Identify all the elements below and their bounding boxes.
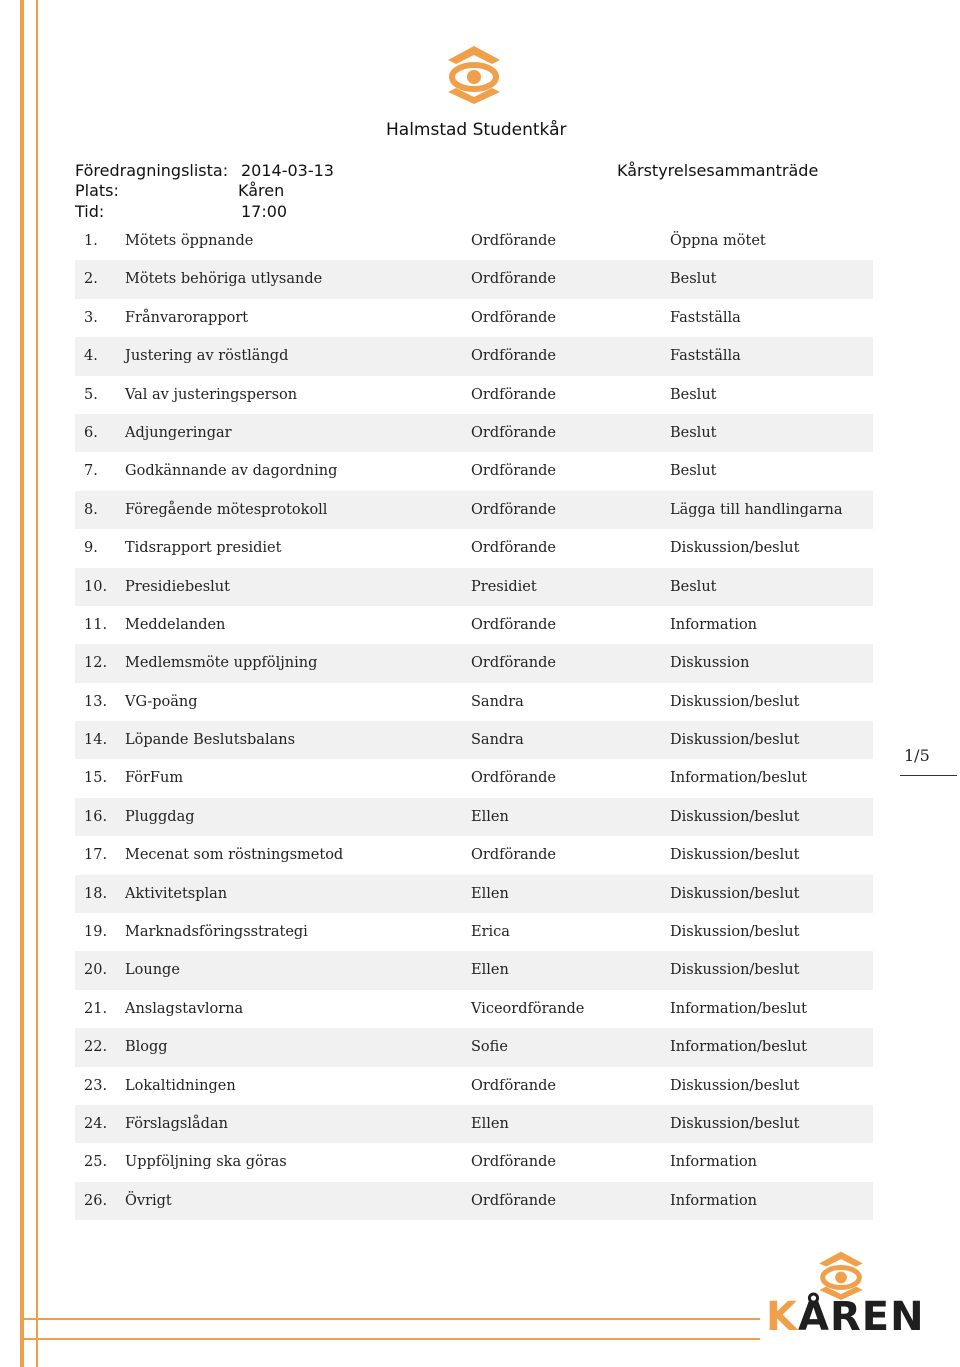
- agenda-item-responsible: Ordförande: [471, 348, 556, 365]
- agenda-row: [75, 222, 873, 260]
- agenda-item-action: Diskussion/beslut: [670, 847, 800, 864]
- agenda-item-responsible: Ordförande: [471, 501, 556, 518]
- place-value: Kåren: [238, 181, 285, 200]
- agenda-item-title: Godkännande av dagordning: [125, 463, 338, 480]
- agenda-item-action: Beslut: [670, 578, 717, 595]
- agenda-item-responsible: Ordförande: [471, 386, 556, 403]
- page-indicator-underline: [900, 775, 957, 776]
- agenda-item-title: Löpande Beslutsbalans: [125, 732, 296, 749]
- agenda-item-title: Aktivitetsplan: [125, 885, 228, 902]
- agenda-item-title: Presidiebeslut: [125, 578, 230, 595]
- agenda-item-number: 22.: [84, 1039, 108, 1056]
- left-border-thin: [36, 0, 38, 1367]
- agenda-item-action: Diskussion/beslut: [670, 885, 800, 902]
- agenda-item-action: Diskussion/beslut: [670, 540, 800, 557]
- agenda-item-action: Beslut: [670, 386, 717, 403]
- agenda-row: [75, 759, 873, 797]
- time-label: Tid:: [75, 202, 105, 221]
- agenda-item-number: 2.: [84, 271, 98, 288]
- agenda-item-responsible: Presidiet: [471, 578, 537, 595]
- agenda-item-action: Diskussion/beslut: [670, 962, 800, 979]
- agenda-item-number: 10.: [84, 578, 108, 595]
- agenda-row: [75, 452, 873, 490]
- agenda-item-title: Meddelanden: [125, 616, 226, 633]
- agenda-item-responsible: Ordförande: [471, 309, 556, 326]
- agenda-item-action: Diskussion/beslut: [670, 732, 800, 749]
- agenda-item-responsible: Ellen: [471, 962, 509, 979]
- agenda-item-title: Mecenat som röstningsmetod: [125, 847, 344, 864]
- agenda-item-title: Lokaltidningen: [125, 1077, 236, 1094]
- agenda-row: [75, 913, 873, 951]
- agenda-row: [75, 1067, 873, 1105]
- agenda-item-title: Mötets öppnande: [125, 233, 254, 249]
- agenda-date: 2014-03-13: [241, 161, 334, 180]
- agenda-item-number: 9.: [84, 540, 98, 557]
- agenda-item-responsible: Ordförande: [471, 233, 556, 249]
- agenda-item-action: Information: [670, 1192, 758, 1209]
- agenda-item-title: Justering av röstlängd: [125, 348, 289, 365]
- agenda-item-action: Fastställa: [670, 348, 741, 365]
- agenda-table: [75, 222, 873, 1220]
- meeting-type: Kårstyrelsesammanträde: [617, 161, 819, 180]
- agenda-item-number: 7.: [84, 463, 98, 480]
- agenda-item-title: Adjungeringar: [125, 424, 232, 441]
- agenda-row: [75, 951, 873, 989]
- agenda-item-title: Val av justeringsperson: [125, 386, 298, 403]
- agenda-item-title: Mötets behöriga utlysande: [125, 271, 323, 288]
- agenda-row: [75, 875, 873, 913]
- agenda-item-responsible: Sandra: [471, 732, 524, 749]
- time-value: 17:00: [241, 202, 288, 221]
- agenda-item-title: FörFum: [125, 770, 184, 787]
- agenda-row: [75, 337, 873, 375]
- agenda-item-number: 13.: [84, 693, 108, 710]
- agenda-item-responsible: Erica: [471, 924, 510, 941]
- agenda-item-responsible: Ordförande: [471, 847, 556, 864]
- agenda-item-number: 5.: [84, 386, 98, 403]
- agenda-item-title: Föregående mötesprotokoll: [125, 501, 328, 518]
- agenda-item-action: Lägga till handlingarna: [670, 501, 843, 518]
- agenda-row: [75, 260, 873, 298]
- agenda-item-responsible: Ordförande: [471, 1077, 556, 1094]
- agenda-item-number: 23.: [84, 1077, 108, 1094]
- agenda-item-responsible: Ordförande: [471, 540, 556, 557]
- organization-name: Halmstad Studentkår: [386, 120, 567, 140]
- agenda-item-action: Diskussion: [670, 655, 750, 672]
- agenda-item-number: 12.: [84, 655, 108, 672]
- agenda-item-responsible: Viceordförande: [471, 1000, 585, 1017]
- agenda-item-number: 17.: [84, 847, 108, 864]
- agenda-item-number: 11.: [84, 616, 108, 633]
- wordmark-k: K: [766, 1294, 798, 1340]
- agenda-item-number: 21.: [84, 1000, 108, 1017]
- agenda-row: [75, 606, 873, 644]
- agenda-item-action: Fastställa: [670, 309, 741, 326]
- agenda-item-number: 18.: [84, 885, 108, 902]
- bottom-border-lower: [20, 1338, 760, 1340]
- agenda-item-responsible: Ordförande: [471, 770, 556, 787]
- agenda-item-responsible: Ordförande: [471, 463, 556, 480]
- agenda-item-number: 26.: [84, 1192, 108, 1209]
- agenda-item-title: VG-poäng: [125, 693, 198, 710]
- agenda-row: [75, 529, 873, 567]
- left-border-thick: [20, 0, 24, 1367]
- agenda-item-number: 15.: [84, 770, 108, 787]
- agenda-item-number: 4.: [84, 348, 98, 365]
- agenda-row: [75, 1143, 873, 1181]
- agenda-item-responsible: Ellen: [471, 885, 509, 902]
- agenda-item-action: Öppna mötet: [670, 233, 766, 249]
- wordmark-rest: ÅREN: [798, 1294, 925, 1340]
- agenda-row: [75, 990, 873, 1028]
- agenda-row: [75, 491, 873, 529]
- agenda-item-number: 16.: [84, 808, 108, 825]
- agenda-row: [75, 798, 873, 836]
- agenda-item-action: Information/beslut: [670, 1000, 808, 1017]
- agenda-row: [75, 1182, 873, 1220]
- agenda-item-title: Frånvarorapport: [125, 309, 249, 326]
- agenda-item-title: Övrigt: [125, 1192, 172, 1209]
- agenda-row: [75, 1105, 873, 1143]
- agenda-item-title: Anslagstavlorna: [125, 1000, 244, 1017]
- agenda-label: Föredragningslista:: [75, 161, 229, 180]
- agenda-item-action: Information: [670, 616, 758, 633]
- agenda-item-responsible: Ellen: [471, 1115, 509, 1132]
- agenda-row: [75, 414, 873, 452]
- karen-eye-logo-small-icon: [812, 1250, 870, 1300]
- agenda-item-title: Tidsrapport presidiet: [125, 540, 282, 557]
- agenda-item-action: Information/beslut: [670, 1039, 808, 1056]
- agenda-item-number: 1.: [84, 233, 98, 249]
- agenda-row: [75, 836, 873, 874]
- agenda-row: [75, 683, 873, 721]
- agenda-item-responsible: Ordförande: [471, 616, 556, 633]
- agenda-item-responsible: Sandra: [471, 693, 524, 710]
- agenda-item-action: Diskussion/beslut: [670, 924, 800, 941]
- agenda-row: [75, 299, 873, 337]
- agenda-item-number: 24.: [84, 1115, 108, 1132]
- agenda-item-number: 3.: [84, 309, 98, 326]
- agenda-item-number: 14.: [84, 732, 108, 749]
- agenda-item-number: 25.: [84, 1154, 108, 1171]
- agenda-item-action: Diskussion/beslut: [670, 808, 800, 825]
- page-indicator: 1/5: [904, 746, 930, 765]
- agenda-item-action: Beslut: [670, 463, 717, 480]
- agenda-item-number: 19.: [84, 924, 108, 941]
- agenda-item-responsible: Ordförande: [471, 271, 556, 288]
- bottom-border-upper: [20, 1318, 760, 1320]
- agenda-item-title: Uppföljning ska göras: [125, 1154, 287, 1171]
- agenda-item-number: 6.: [84, 424, 98, 441]
- agenda-item-action: Information/beslut: [670, 770, 808, 787]
- agenda-item-title: Pluggdag: [125, 808, 195, 825]
- agenda-item-title: Marknadsföringsstrategi: [125, 924, 308, 941]
- agenda-item-action: Diskussion/beslut: [670, 1077, 800, 1094]
- agenda-item-responsible: Ordförande: [471, 655, 556, 672]
- agenda-item-action: Diskussion/beslut: [670, 1115, 800, 1132]
- agenda-item-action: Beslut: [670, 271, 717, 288]
- place-label: Plats:: [75, 181, 119, 200]
- agenda-row: [75, 1028, 873, 1066]
- agenda-item-responsible: Ordförande: [471, 1192, 556, 1209]
- agenda-item-number: 20.: [84, 962, 108, 979]
- agenda-item-title: Förslagslådan: [125, 1115, 228, 1132]
- agenda-item-number: 8.: [84, 501, 98, 518]
- karen-wordmark: [766, 1294, 925, 1340]
- agenda-item-responsible: Ordförande: [471, 1154, 556, 1171]
- agenda-row: [75, 721, 873, 759]
- agenda-item-action: Diskussion/beslut: [670, 693, 800, 710]
- agenda-item-action: Beslut: [670, 424, 717, 441]
- agenda-item-title: Blogg: [125, 1039, 168, 1056]
- agenda-item-responsible: Ordförande: [471, 424, 556, 441]
- agenda-row: [75, 568, 873, 606]
- karen-eye-logo-icon: [442, 44, 506, 104]
- agenda-item-responsible: Ellen: [471, 808, 509, 825]
- agenda-item-title: Lounge: [125, 962, 180, 979]
- agenda-row: [75, 376, 873, 414]
- agenda-item-responsible: Sofie: [471, 1039, 508, 1056]
- agenda-row: [75, 644, 873, 682]
- agenda-item-title: Medlemsmöte uppföljning: [125, 655, 318, 672]
- agenda-item-action: Information: [670, 1154, 758, 1171]
